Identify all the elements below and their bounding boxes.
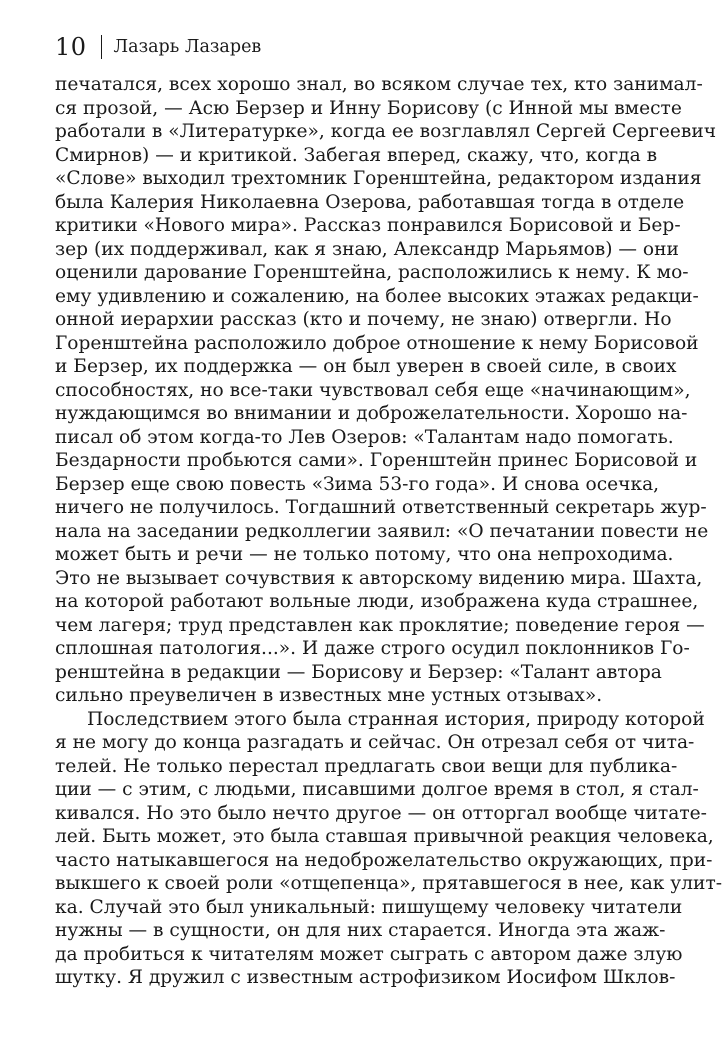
text-line: нужны — в сущности, он для них старается. Иногда эта жаж- [55, 920, 666, 941]
text-line: ему удивлению и сожалению, на более высоких этажах редакци- [55, 285, 699, 307]
text-line: ренштейна в редакции — Борисову и Берзер: «Талант автора [55, 661, 662, 683]
text-line: ции — с этим, с людьми, писавшими долгое время в стол, я стал- [55, 779, 699, 800]
text-line: Это не вызывает сочувствия к авторскому видению мира. Шахта, [55, 567, 703, 589]
text-line: зер (их поддерживал, как я знаю, Александр Марьямов) — они [55, 238, 679, 260]
running-head-author: Лазарь Лазарев [113, 37, 262, 57]
text-line: Горенштейна расположило доброе отношение к нему Борисовой [55, 332, 699, 354]
text-line: может быть и речи — не только потому, что она непроходима. [55, 544, 674, 565]
paragraph-first-line: Последствием этого была странная история, природу которой [87, 708, 705, 730]
text-line: часто натыкавшегося на недоброжелательство окружающих, при- [55, 849, 713, 871]
text-line: критики «Нового мира». Рассказ понравился Борисовой и Бер- [55, 215, 681, 236]
text-line: да пробиться к читателям может сыграть с автором даже злую [55, 943, 683, 965]
page-number: 10 [55, 33, 87, 61]
text-line: нала на заседании редколлегии заявил: «О печатании повести не [55, 520, 709, 542]
text-line: я не могу до конца разгадать и сейчас. Он отрезал себя от чита- [55, 732, 695, 753]
text-line: Бездарности пробьются сами». Горенштейн принес Борисовой и [55, 450, 698, 471]
text-line: шутку. Я дружил с известным астрофизиком Иосифом Шклов- [55, 967, 676, 988]
running-header [55, 30, 261, 64]
paragraph-last-line: сильно преувеличен в известных мне устных отзывах». [55, 685, 603, 706]
text-line: чем лагеря; труд представлен как проклятие; поведение героя — [55, 614, 705, 636]
text-line: работали в «Литературке», когда ее возглавлял Сергей Сергеевич [55, 121, 717, 142]
text-line: печатался, всех хорошо знал, во всяком случае тех, кто занимал- [55, 74, 703, 95]
text-line: была Калерия Николаевна Озерова, работавшая тогда в отделе [55, 191, 685, 213]
body-text [55, 73, 722, 990]
text-line: онной иерархии рассказ (кто и почему, не знаю) отвергли. Но [55, 309, 672, 330]
text-line: лей. Быть может, это была ставшая привычной реакция человека, [55, 826, 714, 847]
text-line: сплошная патология...». И даже строго осудил поклонников Го- [55, 638, 690, 659]
text-line: Смирнов) — и критикой. Забегая вперед, скажу, что, когда в [55, 144, 658, 166]
header-divider [101, 35, 102, 59]
text-line: Берзер еще свою повесть «Зима 53-го года». И снова осечка, [55, 473, 660, 495]
text-line: оценили дарование Горенштейна, расположились к нему. К мо- [55, 262, 689, 283]
text-line: и Берзер, их поддержка — он был уверен в своей силе, в своих [55, 356, 677, 377]
text-line: ка. Случай это был уникальный: пишущему человеку читатели [55, 896, 683, 918]
text-line: телей. Не только перестал предлагать свои вещи для публика- [55, 755, 678, 777]
text-line: ся прозой, — Асю Берзер и Инну Борисову (с Инной мы вместе [55, 97, 682, 119]
text-line: «Слове» выходил трехтомник Горенштейна, редактором издания [55, 168, 702, 189]
text-line: писал об этом когда-то Лев Озеров: «Талантам надо помогать. [55, 426, 674, 448]
text-line: на которой работают вольные люди, изображена куда страшнее, [55, 591, 699, 612]
text-line: способностях, но все-таки чувствовал себя еще «начинающим», [55, 379, 691, 401]
text-line: выкшего к своей роли «отщепенца», прятавшегося в нее, как улит- [55, 873, 722, 894]
text-line: нуждающимся во внимании и доброжелательности. Хорошо на- [55, 403, 688, 424]
text-line: кивался. Но это было нечто другое — он отторгал вообще читате- [55, 802, 707, 824]
text-line: ничего не получилось. Тогдашний ответственный секретарь жур- [55, 497, 707, 518]
